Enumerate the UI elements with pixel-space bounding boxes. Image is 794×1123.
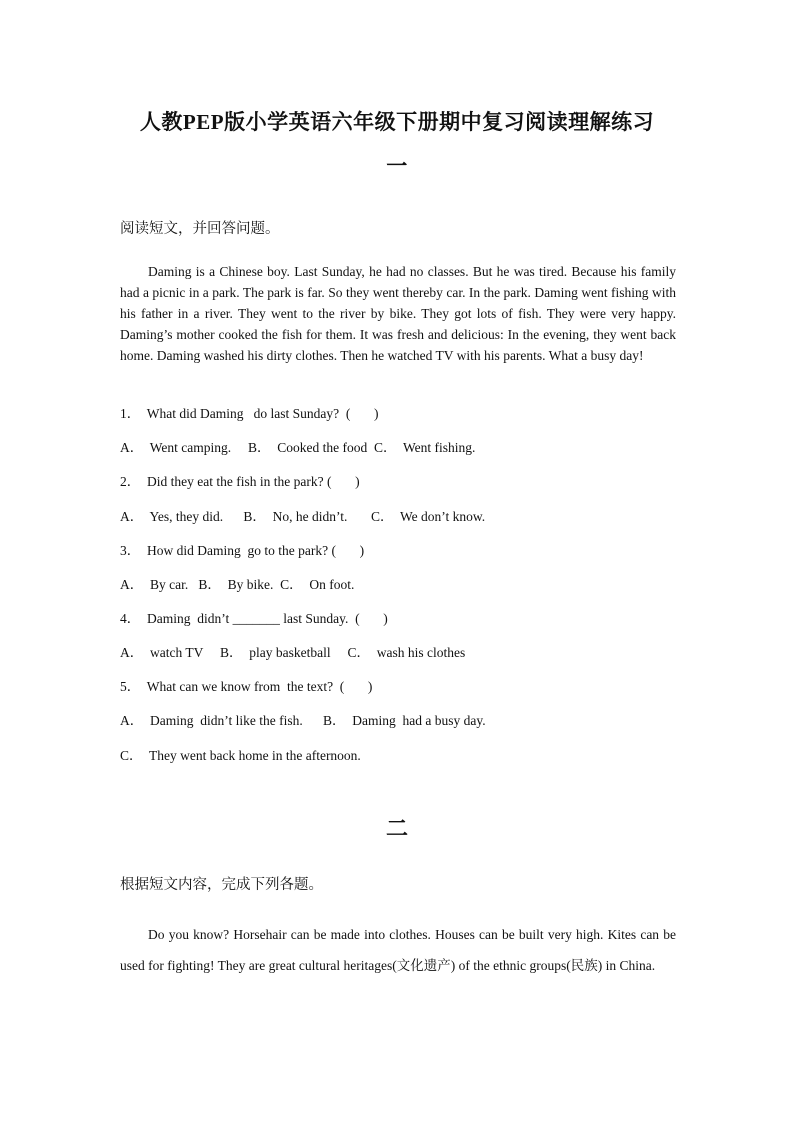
question-3-options: A． By car. B． By bike. C． On foot. [120,577,355,592]
section-2-passage: Do you know? Horsehair can be made into clothes. Houses can be built very high. Kites can be used for fighting! They are great cultural heritages(文化遗产) of the ethnic groups(民族) in China. [120,927,676,973]
section-1-number: 一 [386,154,408,178]
question-4-options: A． watch TV B． play basketball C． wash his clothes [120,645,466,660]
question-2: 2． Did they eat the fish in the park? ( ) [120,474,360,489]
question-1: 1． What did Daming do last Sunday? ( ) [120,406,379,421]
section-1-passage: Daming is a Chinese boy. Last Sunday, he had no classes. But he was tired. Because his family had a picnic in a park. The park is far. So they went thereby car. In the park. Daming went fishing with his father in a river. They went to the river by bike. They got lots of fish. They were very happy. Daming’s mother cooked the fish for them. It was fresh and delicious: In the evening, they went back home. Daming washed his dirty clothes. Then he watched TV with his parents. What a busy day! [120,264,676,363]
question-5-option-c: C． They went back home in the afternoon. [120,748,361,763]
question-5-options-ab: A． Daming didn’t like the fish. B． Daming had a busy day. [120,713,486,728]
question-2-options: A． Yes, they did. B． No, he didn’t. C． We don’t know. [120,509,486,524]
question-3: 3． How did Daming go to the park? ( ) [120,543,365,558]
section-2-number: 二 [385,816,408,841]
section-1-instruction: 阅读短文，并回答问题。 [120,221,280,237]
section-2-instruction: 根据短文内容，完成下列各题。 [120,877,323,893]
question-1-options: A． Went camping. B． Cooked the food C． Went fishing. [120,440,476,455]
document-title: 人教PEP版小学英语六年级下册期中复习阅读理解练习 [139,110,655,134]
question-5: 5． What can we know from the text? ( ) [120,679,373,694]
question-4: 4． Daming didn’t _______ last Sunday. ( ) [120,611,388,626]
